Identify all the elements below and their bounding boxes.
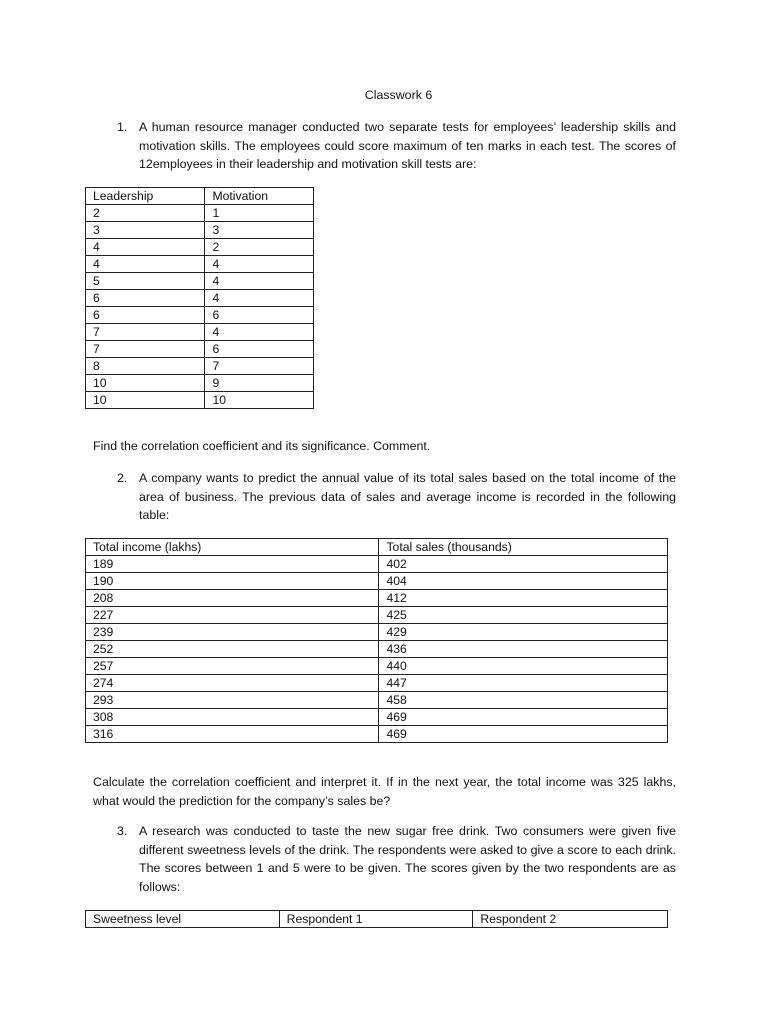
table-cell: 7 — [86, 324, 205, 341]
table-cell: 8 — [86, 358, 205, 375]
table-header-row — [86, 911, 668, 928]
table-cell: 4 — [205, 324, 314, 341]
table-row — [86, 692, 668, 709]
table-row — [86, 624, 668, 641]
table-cell: 257 — [86, 658, 379, 675]
table-row — [86, 556, 668, 573]
table-header-cell: Respondent 2 — [473, 911, 668, 928]
table-cell: 412 — [379, 590, 668, 607]
table-row — [86, 222, 314, 239]
table-cell: 4 — [86, 239, 205, 256]
table-cell: 458 — [379, 692, 668, 709]
table-cell: 7 — [86, 341, 205, 358]
table-cell: 190 — [86, 573, 379, 590]
table-row — [86, 573, 668, 590]
page-title: Classwork 6 — [364, 88, 433, 102]
question-2 — [117, 469, 676, 525]
table-header-cell: Motivation — [205, 188, 314, 205]
question-text: A company wants to predict the annual value of its total sales based on the total income of the area of business. The previous data of sales and average income is recorded in the following table: — [139, 471, 676, 523]
table-cell: 5 — [86, 273, 205, 290]
table-cell: 440 — [379, 658, 668, 675]
sweetness-table — [85, 910, 668, 928]
table-cell: 10 — [205, 392, 314, 409]
table-cell: 6 — [205, 341, 314, 358]
table-header-cell: Total sales (thousands) — [379, 539, 668, 556]
question-1 — [117, 118, 676, 174]
table-row — [86, 256, 314, 273]
table-cell: 2 — [86, 205, 205, 222]
table-row — [86, 239, 314, 256]
table-cell: 4 — [86, 256, 205, 273]
table-row — [86, 324, 314, 341]
table-cell: 208 — [86, 590, 379, 607]
table-row — [86, 658, 668, 675]
table-cell: 2 — [205, 239, 314, 256]
question-number: 2. — [117, 471, 128, 485]
table-cell: 1 — [205, 205, 314, 222]
table-cell: 9 — [205, 375, 314, 392]
table-cell: 4 — [205, 290, 314, 307]
table-header-cell: Leadership — [86, 188, 205, 205]
leadership-motivation-table — [85, 187, 314, 409]
question-2-instruction: Calculate the correlation coefficient and interpret it. If in the next year, the total income was 325 lakhs, what would the prediction for the company’s sales be? — [93, 775, 676, 808]
table-cell: 6 — [86, 290, 205, 307]
table-cell: 239 — [86, 624, 379, 641]
table-row — [86, 290, 314, 307]
table-cell: 3 — [86, 222, 205, 239]
table-row — [86, 607, 668, 624]
table-header-row — [86, 539, 668, 556]
table-cell: 469 — [379, 726, 668, 743]
table-cell: 4 — [205, 256, 314, 273]
table-cell: 308 — [86, 709, 379, 726]
income-sales-table — [85, 538, 668, 743]
question-1-instruction: Find the correlation coefficient and its significance. Comment. — [93, 439, 431, 453]
table-cell: 189 — [86, 556, 379, 573]
table-row — [86, 341, 314, 358]
table-cell: 425 — [379, 607, 668, 624]
table-row — [86, 709, 668, 726]
table-cell: 402 — [379, 556, 668, 573]
question-3 — [117, 822, 676, 896]
question-number: 3. — [117, 824, 128, 838]
table-cell: 252 — [86, 641, 379, 658]
table-cell: 7 — [205, 358, 314, 375]
table-row — [86, 675, 668, 692]
table-header-cell: Respondent 1 — [279, 911, 473, 928]
table-cell: 227 — [86, 607, 379, 624]
question-number: 1. — [117, 120, 128, 134]
table-header-cell: Sweetness level — [86, 911, 280, 928]
table-cell: 404 — [379, 573, 668, 590]
question-text: A research was conducted to taste the new sugar free drink. Two consumers were given five different sweetness levels of the drink. The respondents were asked to give a score to each drink. The scores between 1 and 5 were to be given. The scores given by the two respondents are as follows: — [139, 824, 676, 894]
table-row — [86, 590, 668, 607]
table-row — [86, 392, 314, 409]
table-header-row — [86, 188, 314, 205]
table-cell: 316 — [86, 726, 379, 743]
table-cell: 469 — [379, 709, 668, 726]
table-row — [86, 726, 668, 743]
table-cell: 10 — [86, 392, 205, 409]
table-row — [86, 205, 314, 222]
table-cell: 293 — [86, 692, 379, 709]
table-cell: 3 — [205, 222, 314, 239]
table-row — [86, 358, 314, 375]
table-cell: 4 — [205, 273, 314, 290]
question-text: A human resource manager conducted two separate tests for employees’ leadership skills and motivation skills. The employees could score maximum of ten marks in each test. The scores of 12employees in their leadership and motivation skill tests are: — [139, 120, 676, 172]
table-cell: 10 — [86, 375, 205, 392]
table-cell: 436 — [379, 641, 668, 658]
table-header-cell: Total income (lakhs) — [86, 539, 379, 556]
table-cell: 447 — [379, 675, 668, 692]
table-row — [86, 273, 314, 290]
table-cell: 429 — [379, 624, 668, 641]
table-cell: 6 — [205, 307, 314, 324]
table-row — [86, 307, 314, 324]
table-row — [86, 375, 314, 392]
table-cell: 274 — [86, 675, 379, 692]
table-cell: 6 — [86, 307, 205, 324]
table-row — [86, 641, 668, 658]
